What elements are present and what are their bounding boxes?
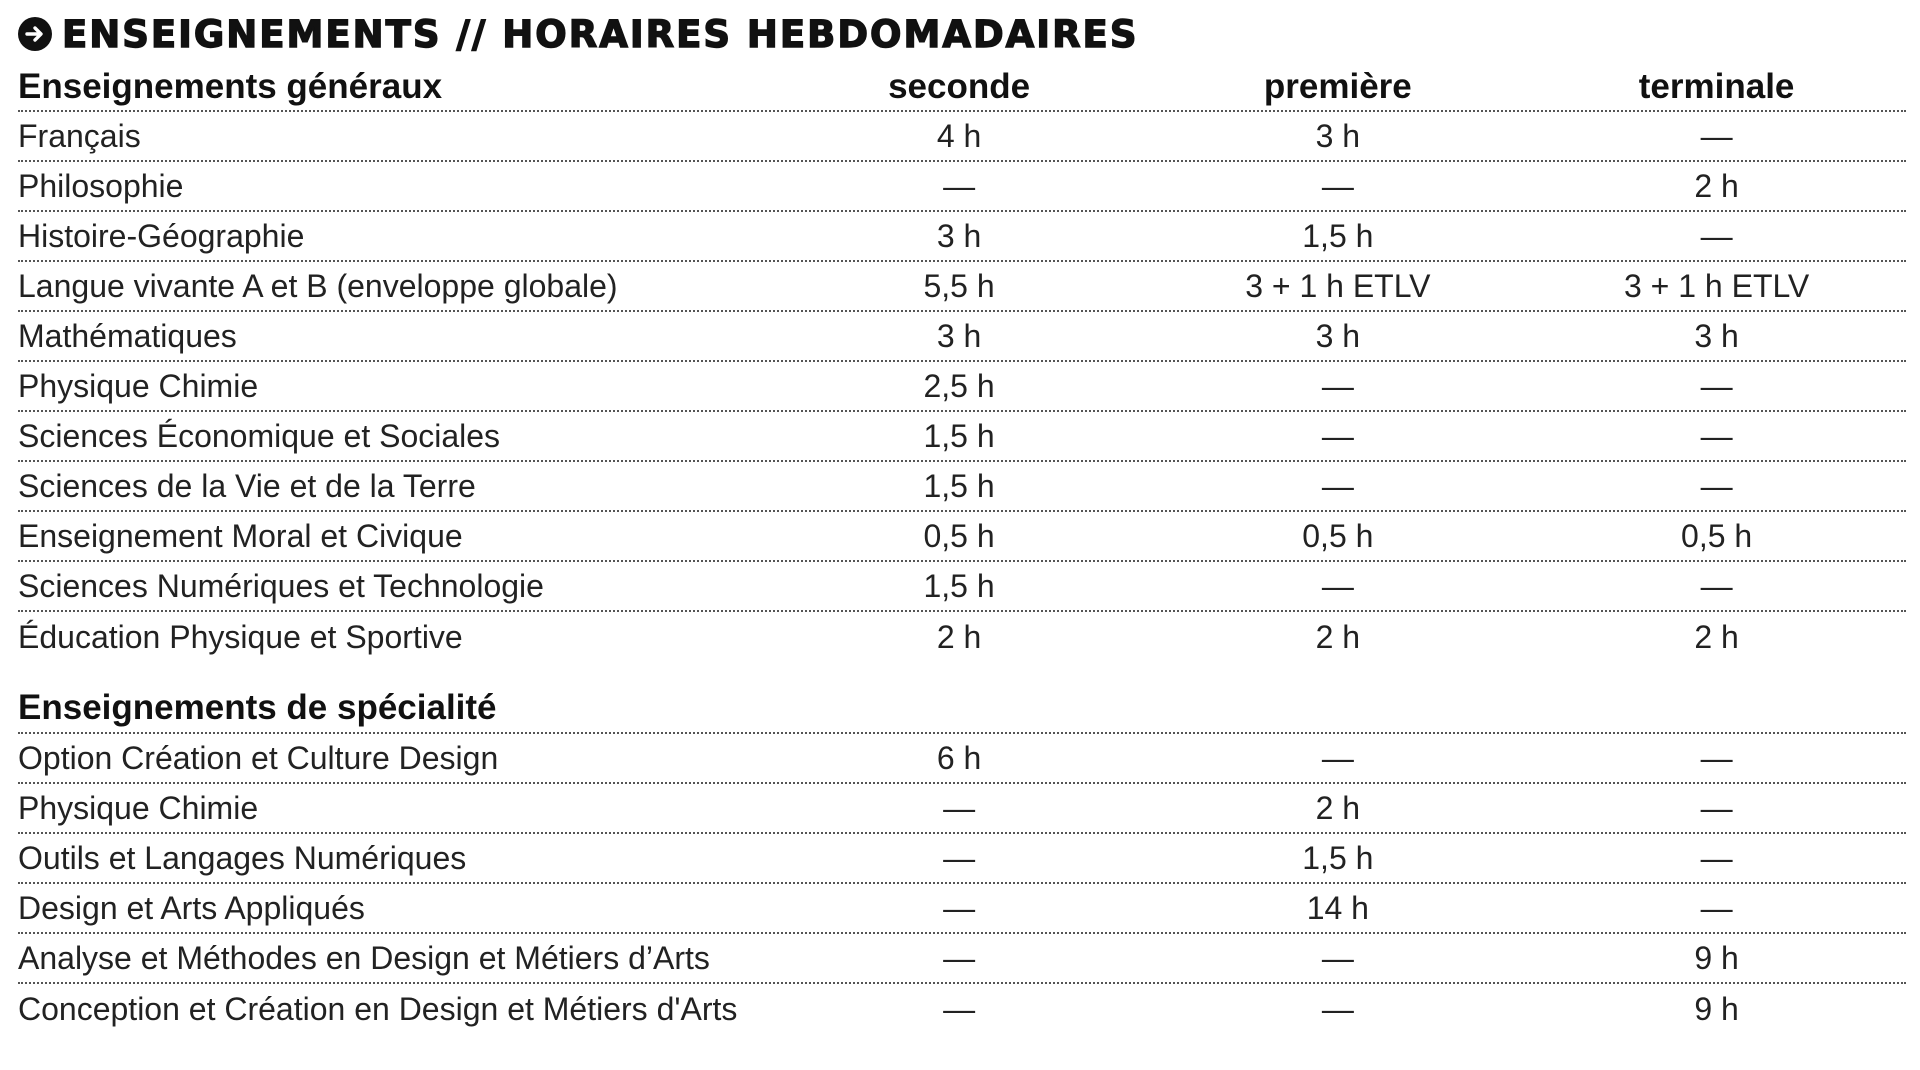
cell-seconde: — [943,839,976,876]
row-label: Langue vivante A et B (enveloppe globale) [18,267,618,304]
general-rows [18,112,1906,662]
table-row [18,934,1906,984]
cell-seconde: 3 h [936,317,982,354]
cell-premiere: 2 h [1315,789,1361,826]
cell-premiere: — [1321,167,1354,204]
row-label: Physique Chimie [18,789,259,826]
cell-premiere: — [1321,467,1354,504]
table-row [18,612,1906,662]
cell-seconde: 2 h [936,618,982,655]
page-title: ENSEIGNEMENTS // HORAIRES HEBDOMADAIRES [62,12,1139,56]
table-row [18,562,1906,612]
specialty-header-row [18,684,1906,734]
cell-seconde: 1,5 h [923,567,995,604]
cell-premiere: 14 h [1306,889,1369,926]
cell-terminale: — [1700,739,1733,776]
cell-premiere: — [1321,367,1354,404]
cell-seconde: 1,5 h [923,417,995,454]
row-label: Mathématiques [18,317,237,354]
cell-premiere: 1,5 h [1302,217,1374,254]
table-row [18,784,1906,834]
specialty-section [18,684,1906,1034]
table-row [18,462,1906,512]
row-label: Français [18,117,141,154]
row-label: Physique Chimie [18,367,259,404]
cell-premiere: — [1321,567,1354,604]
column-header-seconde: seconde [888,67,1031,106]
table-row [18,512,1906,562]
cell-seconde: 2,5 h [923,367,995,404]
cell-terminale: 2 h [1694,167,1739,204]
table-row [18,212,1906,262]
cell-seconde: 4 h [936,117,982,154]
row-label: Option Création et Culture Design [18,739,499,776]
page-heading [18,10,1906,58]
column-header-premiere: première [1263,67,1412,106]
row-label: Sciences de la Vie et de la Terre [18,467,476,504]
row-label: Analyse et Méthodes en Design et Métiers d’Arts [18,939,710,976]
cell-premiere: — [1321,739,1354,776]
row-label: Histoire-Géographie [18,217,305,254]
table-row [18,834,1906,884]
row-label: Design et Arts Appliqués [18,889,365,926]
cell-terminale: 9 h [1694,939,1739,976]
column-header-terminale: terminale [1638,67,1795,106]
cell-terminale: — [1700,567,1733,604]
cell-terminale: — [1700,417,1733,454]
cell-terminale: — [1700,117,1733,154]
cell-seconde: — [943,939,976,976]
cell-seconde: 0,5 h [923,517,995,554]
row-label: Sciences Économique et Sociales [18,417,501,454]
cell-terminale: 3 + 1 h ETLV [1623,267,1810,304]
general-header-row [18,64,1906,112]
general-header: Enseignements généraux [18,67,443,106]
cell-terminale: — [1700,889,1733,926]
cell-terminale: — [1700,467,1733,504]
cell-premiere: 3 + 1 h ETLV [1245,267,1431,304]
table-row [18,112,1906,162]
cell-premiere: — [1321,417,1354,454]
arrow-right-circle-icon [18,17,52,51]
cell-premiere: 3 h [1315,317,1361,354]
cell-seconde: — [943,889,976,926]
cell-seconde: 6 h [936,739,982,776]
cell-terminale: — [1700,367,1733,404]
row-label: Philosophie [18,167,184,204]
specialty-rows [18,734,1906,1034]
table-row [18,734,1906,784]
row-label: Éducation Physique et Sportive [18,618,463,655]
cell-seconde: 1,5 h [923,467,995,504]
row-label: Outils et Langages Numériques [18,839,467,876]
row-label: Conception et Création en Design et Métiers d'Arts [18,990,738,1027]
table-row [18,412,1906,462]
cell-premiere: 0,5 h [1302,517,1374,554]
general-section [18,64,1906,662]
cell-premiere: — [1321,990,1354,1027]
cell-premiere: 3 h [1315,117,1361,154]
table-row [18,262,1906,312]
table-row [18,884,1906,934]
row-label: Sciences Numériques et Technologie [18,567,544,604]
cell-terminale: 9 h [1694,990,1739,1027]
specialty-header: Enseignements de spécialité [18,688,497,727]
cell-seconde: — [943,789,976,826]
table-row [18,362,1906,412]
cell-seconde: 3 h [936,217,982,254]
cell-premiere: — [1321,939,1354,976]
table-row [18,162,1906,212]
table-row [18,312,1906,362]
cell-seconde: — [943,990,976,1027]
cell-terminale: — [1700,839,1733,876]
cell-premiere: 2 h [1315,618,1361,655]
cell-terminale: — [1700,789,1733,826]
table-row [18,984,1906,1034]
cell-terminale: — [1700,217,1733,254]
schedule-page [18,10,1906,1034]
cell-terminale: 3 h [1694,317,1739,354]
row-label: Enseignement Moral et Civique [18,517,463,554]
cell-terminale: 2 h [1694,618,1739,655]
cell-seconde: — [943,167,976,204]
cell-premiere: 1,5 h [1302,839,1374,876]
cell-terminale: 0,5 h [1681,517,1753,554]
cell-seconde: 5,5 h [923,267,995,304]
